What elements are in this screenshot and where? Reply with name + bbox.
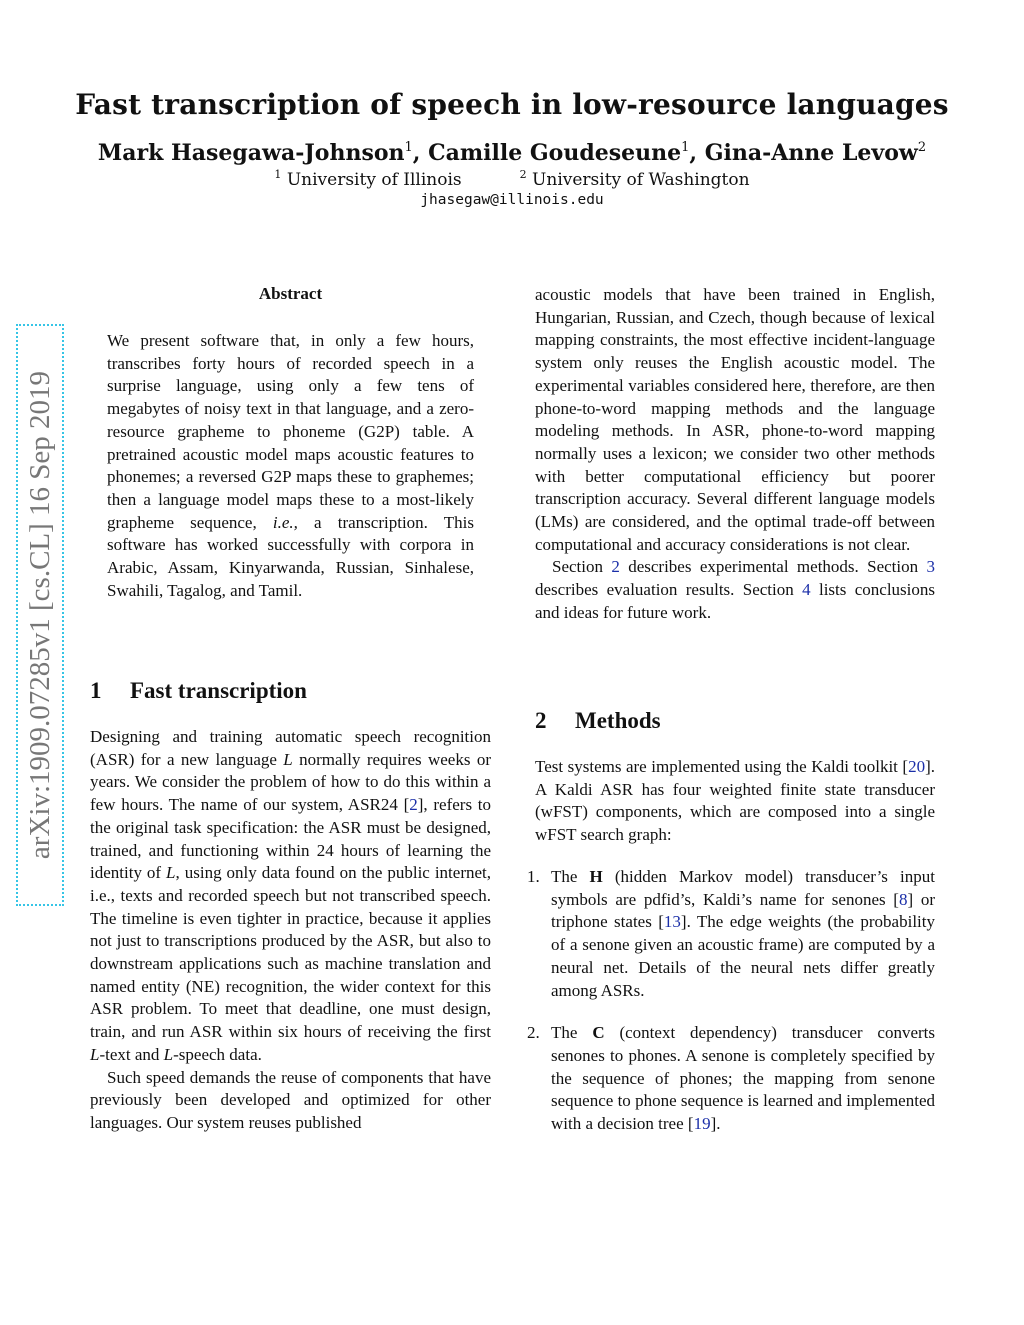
- abstract-heading: Abstract: [258, 284, 323, 303]
- paragraph: [535, 756, 935, 847]
- author-name: Gina-Anne Levow: [704, 140, 918, 166]
- contact-email[interactable]: jhasegaw@illinois.edu: [420, 192, 604, 208]
- list-marker: 2.: [527, 1023, 540, 1043]
- author-separator: ,: [689, 140, 705, 166]
- text: ]. A Kaldi ASR has four weighted finite state transducer (wFST) components, which are composed into a single wFST search graph:: [535, 757, 935, 845]
- arxiv-stamp[interactable]: arXiv:1909.07285v1 [cs.CL] 16 Sep 2019: [23, 370, 56, 860]
- wfst-component-list: [520, 866, 935, 1136]
- affiliations: [0, 168, 1024, 190]
- section-ref-link[interactable]: 2: [611, 557, 620, 577]
- affiliation-mark: 2: [519, 168, 527, 181]
- abstract-text-ie: i.e.,: [272, 512, 298, 532]
- citation-link[interactable]: 8: [898, 889, 908, 909]
- section-1-heading: [90, 678, 307, 704]
- section-1-body: [90, 726, 491, 1135]
- text: describes evaluation results. Section: [535, 580, 803, 600]
- paragraph: Such speed demands the reuse of components that have previously been developed and optimized for other languages. Our system reuses published: [90, 1067, 491, 1132]
- affiliation-mark: 1: [274, 168, 282, 181]
- text: normally requires weeks or years. We consider the problem of how to do this within a few hours. The name of our system, ASR24 [: [90, 749, 491, 815]
- author-name: Mark Hasegawa-Johnson: [97, 140, 405, 166]
- text: ] or triphone states [: [551, 889, 935, 932]
- section-title: Fast transcription: [130, 678, 307, 703]
- text: , using only data found on the public internet, i.e., texts and recorded speech but not transcribed speech. The timeline is even tighter in practice, because it applies not just to transcriptions produced by the ASR, but also to downstream applications such as machine translation and named entity (NE) recognition, the wider context for this ASR problem. To meet that deadline, one must design, train, and run ASR within six hours of receiving the first: [90, 863, 491, 1042]
- abstract-paragraph: [107, 330, 474, 602]
- text: -speech data.: [173, 1044, 262, 1064]
- text: The: [551, 1023, 593, 1043]
- math-symbol: L: [90, 1044, 100, 1064]
- section-number: 2: [535, 708, 547, 733]
- author-name: Camille Goudeseune: [428, 140, 682, 166]
- text: ].: [710, 1114, 721, 1134]
- text: Designing and training automatic speech recognition (ASR) for a new language: [90, 727, 491, 769]
- citation-link[interactable]: 20: [908, 757, 926, 776]
- list-marker: 1.: [527, 867, 540, 886]
- section-2-heading: [535, 708, 661, 734]
- math-symbol: L: [283, 749, 293, 769]
- bold-term: C: [592, 1023, 605, 1043]
- section-ref-link[interactable]: 4: [802, 580, 811, 600]
- paragraph: [535, 556, 935, 624]
- text: Test systems are implemented using the Kaldi toolkit [: [535, 757, 909, 776]
- author-affiliation-mark: 2: [917, 140, 927, 155]
- text: describes experimental methods. Section: [619, 557, 927, 577]
- text: lists conclusions and ideas for future work.: [535, 580, 936, 622]
- list-item: [520, 1022, 935, 1136]
- section-title: Methods: [575, 708, 661, 733]
- math-symbol: L: [166, 863, 176, 883]
- author-list: [0, 140, 1024, 166]
- bold-term: H: [589, 867, 603, 886]
- author-affiliation-mark: 1: [681, 140, 690, 155]
- citation-link[interactable]: 2: [409, 795, 418, 815]
- list-item: [520, 866, 935, 1002]
- right-column-intro: [535, 284, 935, 625]
- abstract-body: [107, 330, 474, 602]
- text: ], refers to the original task specification: the ASR must be designed, trained, and functioning within 24 hours of learning the identity of: [90, 795, 491, 883]
- math-symbol: L: [163, 1044, 174, 1064]
- list-item-text: [551, 1022, 935, 1136]
- abstract-text: a transcription. This software has worked successfully with corpora in Arabic, Assam, Kinyarwanda, Russian, Sinhalese, Swahili, Tagalog, and Tamil.: [107, 512, 474, 600]
- abstract-text: We present software that, in only a few hours, transcribes forty hours of recorded speech in a surprise language, using only a few tens of megabytes of noisy text in that language, and a zero-resource grapheme to phoneme (G2P) table. A pretrained acoustic model maps acoustic features to phonemes; a reversed G2P maps these to graphemes; then a language model maps these to a most-likely grapheme sequence,: [107, 331, 474, 532]
- affiliation-name: University of Washington: [532, 170, 750, 190]
- text: ]. The edge weights (the probability of a senone given an acoustic frame) are computed by a neural net. Details of the neural nets differ greatly among ASRs.: [551, 912, 935, 1000]
- text: Section: [552, 557, 612, 577]
- citation-link[interactable]: 19: [693, 1114, 711, 1134]
- author-separator: ,: [412, 140, 429, 166]
- paragraph: [90, 726, 491, 1067]
- section-2-body: [535, 756, 935, 847]
- affiliation-name: University of Illinois: [286, 170, 462, 190]
- text: The: [551, 867, 590, 886]
- text: (hidden Markov model) transducer’s input symbols are pdfid’s, Kaldi’s name for senones [: [551, 867, 935, 909]
- section-ref-link[interactable]: 3: [926, 557, 935, 577]
- citation-link[interactable]: 13: [663, 912, 681, 932]
- section-number: 1: [90, 678, 102, 703]
- paper-title: Fast transcription of speech in low-resource languages: [75, 88, 949, 121]
- text: (context dependency) transducer converts senones to phones. A senone is completely specified by the sequence of phones; the mapping from senone sequence to phone sequence is learned and implemented with a decision tree [: [551, 1023, 935, 1134]
- list-item-text: [551, 866, 935, 1002]
- author-affiliation-mark: 1: [404, 140, 413, 155]
- paragraph: acoustic models that have been trained in English, Hungarian, Russian, and Czech, though because of lexical mapping constraints, the most effective incident-language system only reuses the English acoustic model. The experimental variables considered here, therefore, are then phone-to-word mapping methods and the language modeling methods. In ASR, phone-to-word mapping normally uses a lexicon; we consider two other methods with better computational efficiency but poorer transcription accuracy. Several different language models (LMs) are considered, and the optimal trade-off between computational and accuracy considerations is not clear.: [535, 285, 935, 554]
- text: -text and: [99, 1044, 164, 1064]
